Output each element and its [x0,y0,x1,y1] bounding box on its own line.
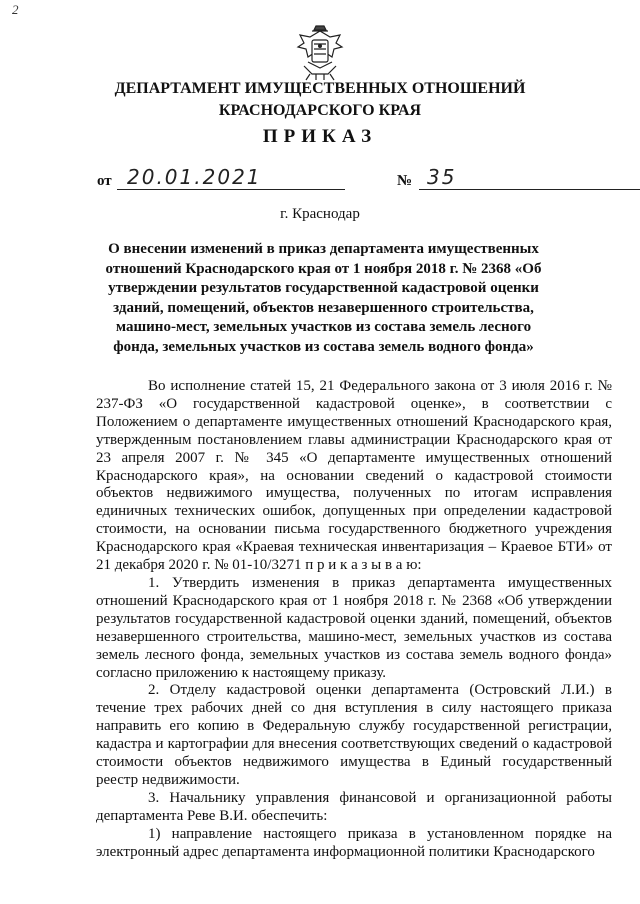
number-label: № [397,173,413,189]
item-3-1-paragraph: 1) направление настоящего приказа в установленном порядке на электронный адрес департамента информационной политики Краснодарского [96,825,612,860]
page-mark: 2 [12,2,19,17]
date-line [117,165,345,190]
department-header [0,78,640,122]
item-2-paragraph: 2. Отделу кадастровой оценки департамента (Островский Л.И.) в течение трех рабочих дней со дня вступления в силу настоящего приказа направить его копию в Федеральную службу государственной регистрации, кадастра и картографии для внесения соответствующих сведений о кадастровой стоимости объектов недвижимого имущества в Единый государственный реестр недвижимости. [96,682,612,788]
number-line [419,165,640,190]
item-3-paragraph: 3. Начальнику управления финансовой и организационной работы департамента Реве В.И. обеспечить: [96,789,612,824]
preamble-paragraph: Во исполнение статей 15, 21 Федерального закона от 3 июля 2016 г. № 237-ФЗ «О государственной кадастровой оценке», в соответствии с Положением о департаменте имущественных отношений Краснодарского края, утвержденным постановлением главы администрации Краснодарского края от 23 апреля 2007 г. № 345 «О департаменте имущественных отношений Краснодарского края», на основании сведений о кадастровой стоимости объектов недвижимого имущества, полученных по итогам исправления единичных технических ошибок, допущенных при определении кадастровой стоимости, на основании письма государственного бюджетного учреждения Краснодарского края «Краевая техническая инвентаризация – Краевое БТИ» от 21 декабря 2020 г. № 01-10/3271 п р и к а з ы в а ю: [96,378,612,574]
handwritten-number: 35 [427,165,457,189]
order-body [96,378,612,861]
coat-of-arms-emblem [294,22,346,82]
order-date-number-row [97,165,557,194]
order-subject-title: О внесении изменений в приказ департамента имущественных отношений Краснодарского края от 1 ноября 2018 г. № 2368 «Об утверждении результатов государственной кадастровой оценки зданий, помещений, объектов незавершенного строительства, машино-мест, земельных участков из состава земель лесного фонда, земельных участков из состава земель водного фонда» [105,241,542,355]
item-1-paragraph: 1. Утвердить изменения в приказ департамента имущественных отношений Краснодарского края от 1 ноября 2018 г. № 2368 «Об утверждении результатов государственной кадастровой оценки зданий, помещений, объектов незавершенного строительства, машино-мест, земельных участков из состава земель лесного фонда, земельных участков из состава земель водного фонда» согласно приложению к настоящему приказу. [96,574,612,681]
department-line-1: ДЕПАРТАМЕНТ ИМУЩЕСТВЕННЫХ ОТНОШЕНИЙ [114,80,526,97]
date-label: от [97,173,112,189]
document-type-title: ПРИКАЗ [262,126,378,147]
department-line-2: КРАСНОДАРСКОГО КРАЯ [218,102,422,119]
handwritten-date: 20.01.2021 [127,165,262,189]
city-label: г. Краснодар [280,206,360,222]
